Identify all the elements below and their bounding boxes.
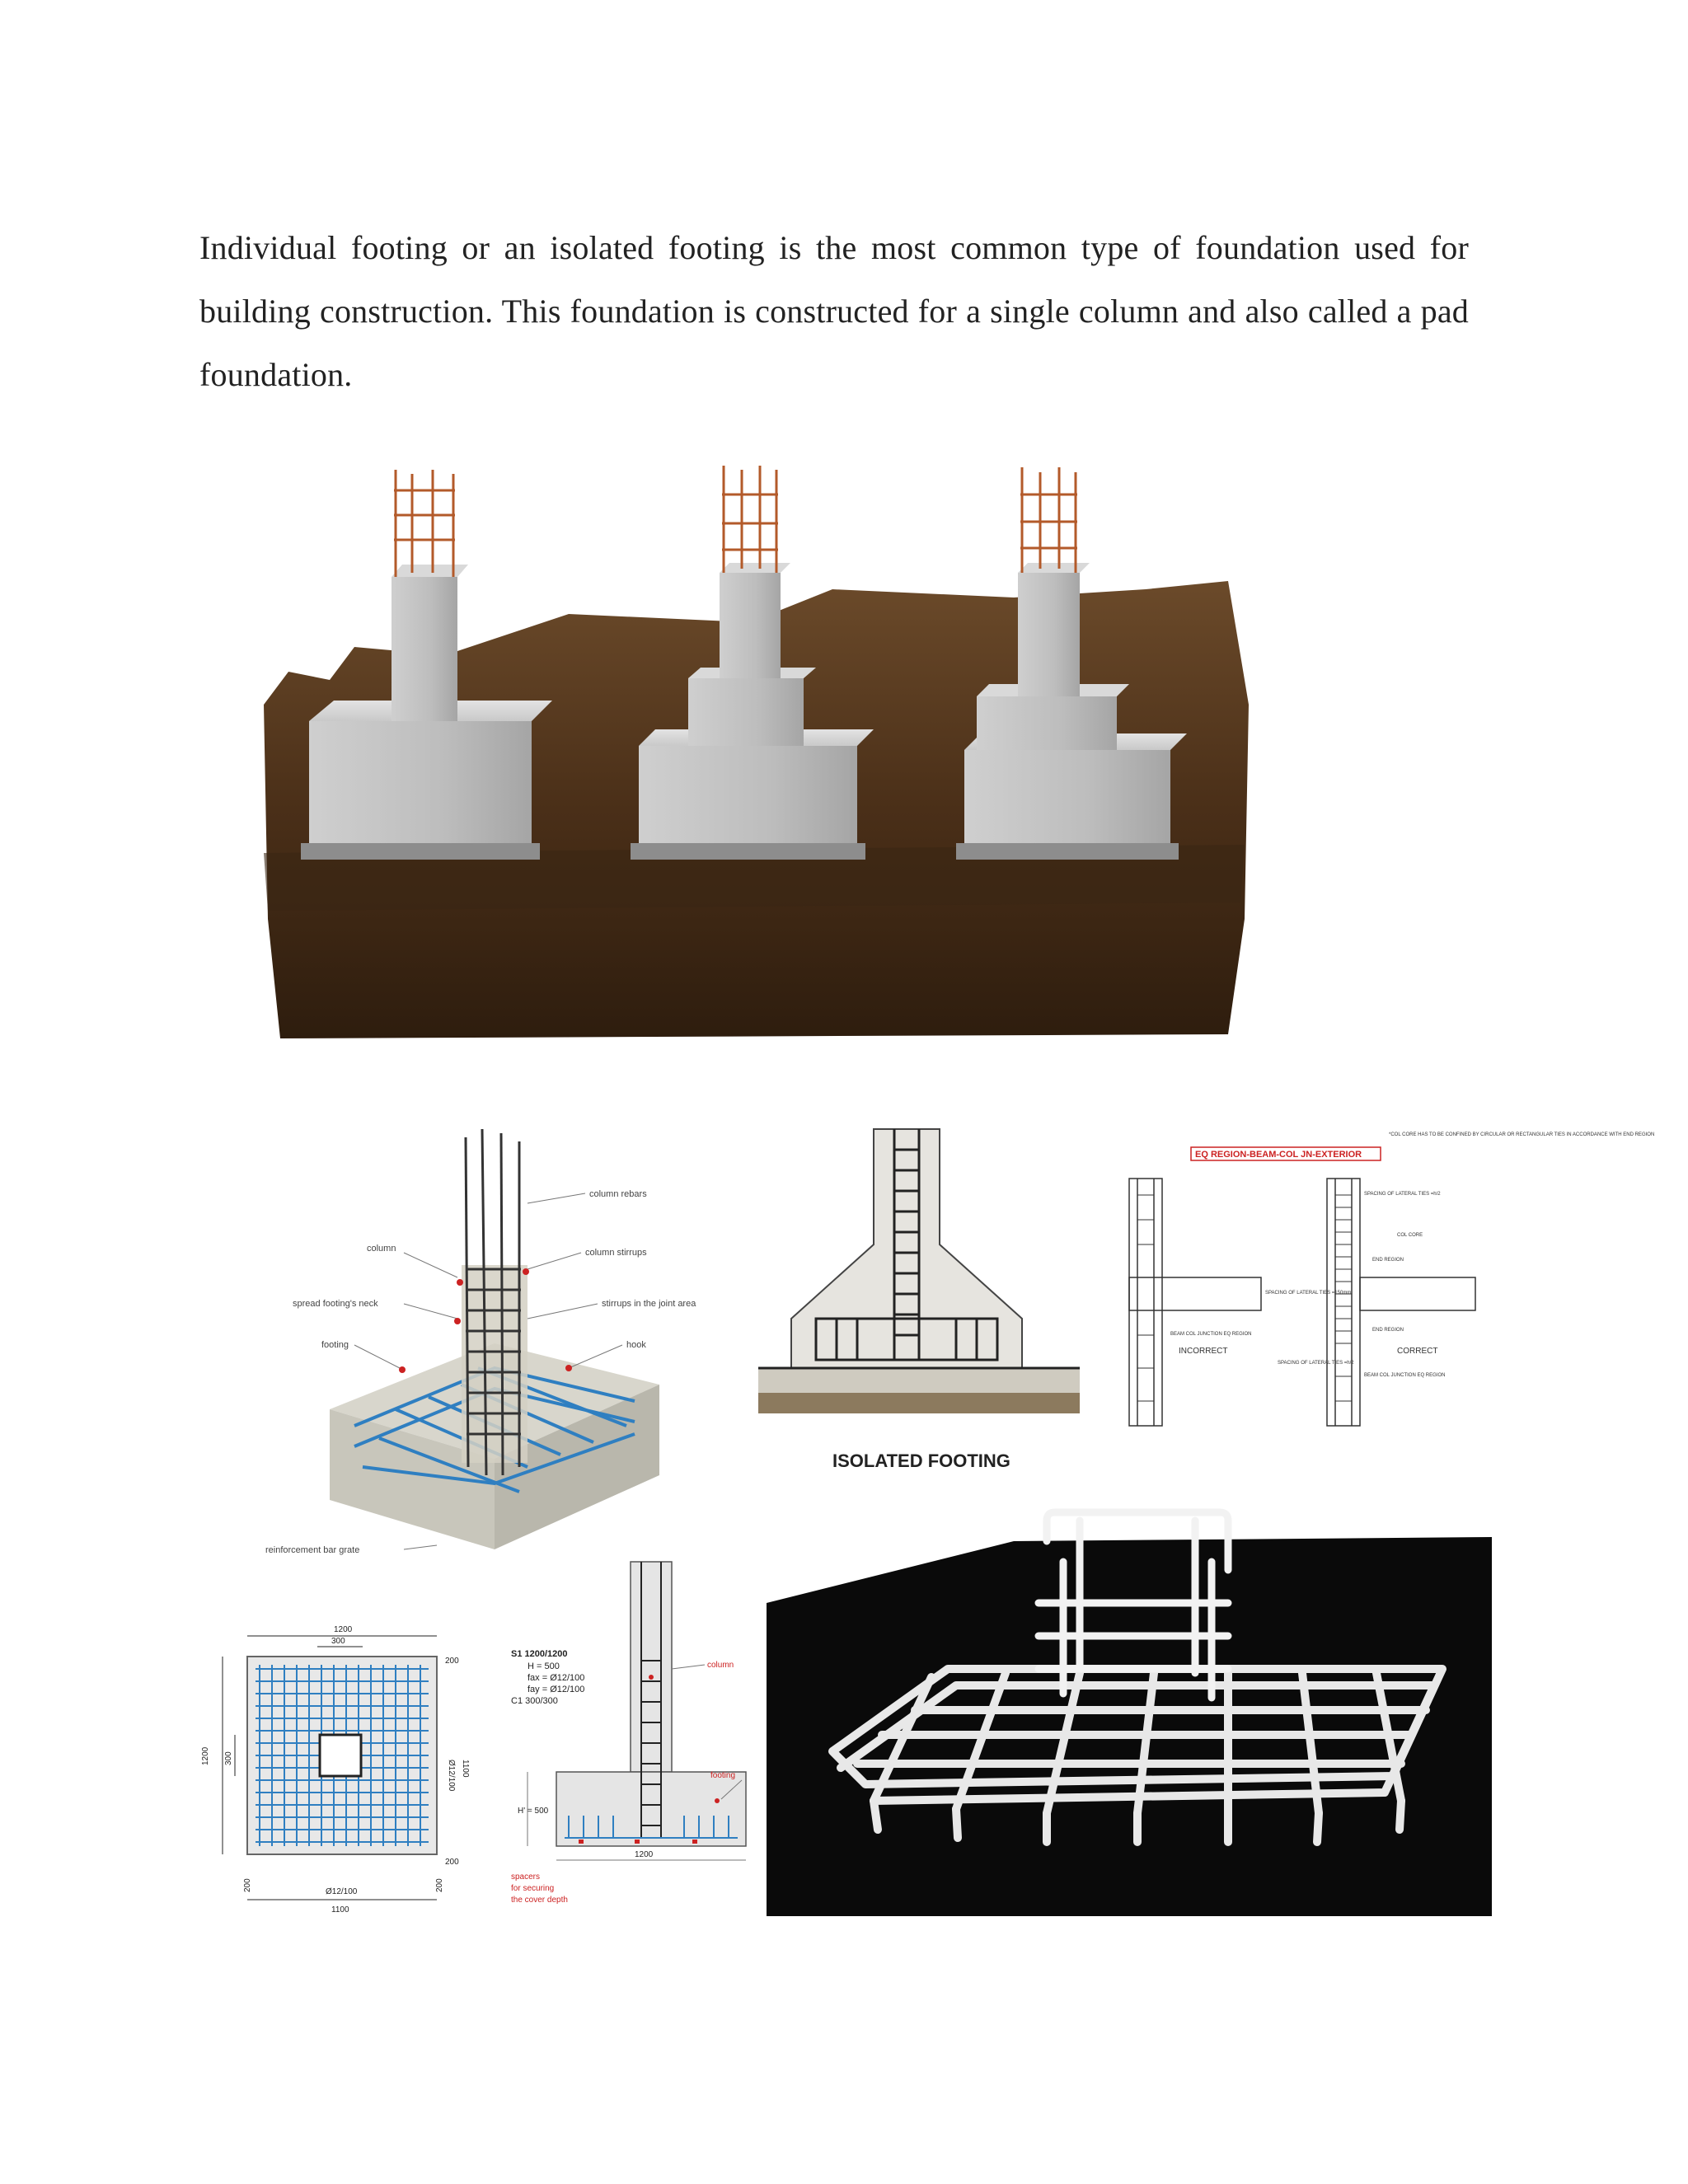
plan-dim-inner: 300 <box>331 1637 345 1646</box>
plan-dim-bottom: 1100 <box>331 1905 349 1915</box>
beam-col-incorrect: INCORRECT <box>1179 1347 1228 1356</box>
isolated-footing-caption: ISOLATED FOOTING <box>832 1451 1010 1471</box>
label-spread-neck: spread footing's neck <box>293 1299 378 1309</box>
beam-col-end-region: END REGION <box>1372 1258 1404 1263</box>
rebar-cage-render <box>767 1504 1492 1916</box>
beam-col-junction-right: BEAM COL JUNCTION EQ REGION <box>1364 1373 1446 1378</box>
beam-col-title: EQ REGION-BEAM-COL JN-EXTERIOR <box>1195 1150 1362 1160</box>
spread-footing-diagram <box>265 1121 742 1582</box>
beam-col-core: COL CORE <box>1397 1233 1423 1238</box>
label-grate: reinforcement bar grate <box>265 1545 360 1555</box>
label-footing: footing <box>321 1340 349 1350</box>
plan-dim-right-side: 1100 <box>461 1760 470 1778</box>
plan-dim-bottom-right: 200 <box>435 1878 444 1892</box>
detail-width: 1200 <box>635 1850 654 1859</box>
beam-col-spacing-note-2: SPACING OF LATERAL TIES =150mm <box>1265 1291 1352 1296</box>
spec-line-1: S1 1200/1200 <box>511 1649 568 1659</box>
isolated-footing-section <box>758 1121 1088 1483</box>
spec-line-3: fax = Ø12/100 <box>528 1673 585 1683</box>
intro-paragraph: Individual footing or an isolated footing is the most common type of foundation used for building construction. This foundation is constructed for a single column and also called a pad foundation. <box>199 229 1469 393</box>
plan-dim-left-inner: 300 <box>224 1751 233 1765</box>
spec-line-5: C1 300/300 <box>511 1696 558 1706</box>
detail-spacers-2: for securing <box>511 1884 555 1893</box>
plan-dim-top: 1200 <box>334 1625 353 1634</box>
plan-bar-bottom: Ø12/100 <box>326 1887 358 1896</box>
label-column-rebars: column rebars <box>589 1189 647 1199</box>
label-stirrups-joint: stirrups in the joint area <box>602 1299 696 1309</box>
plan-dim-right-top: 200 <box>445 1657 459 1666</box>
plan-dim-left: 1200 <box>201 1746 210 1765</box>
plan-dim-bottom-left: 200 <box>243 1878 252 1892</box>
footing-plan-diagram <box>198 1615 478 1920</box>
beam-col-note: *COL CORE HAS TO BE CONFINED BY CIRCULAR OR RECTANGULAR TIES IN ACCORDANCE WITH END REGION <box>1389 1132 1655 1137</box>
detail-h-dim: H' = 500 <box>518 1807 549 1816</box>
detail-footing: footing <box>710 1771 736 1780</box>
footing-section-detail <box>486 1554 767 1916</box>
plan-bar-right: Ø12/100 <box>447 1760 456 1792</box>
detail-column: column <box>707 1661 734 1670</box>
beam-col-junction-left: BEAM COL JUNCTION EQ REGION <box>1170 1332 1252 1337</box>
beam-col-spacing-note-3: SPACING OF LATERAL TIES =h/2 <box>1278 1361 1354 1366</box>
beam-column-junction-diagram <box>1113 1129 1655 1426</box>
label-column: column <box>367 1244 396 1254</box>
beam-col-spacing-note: SPACING OF LATERAL TIES =h/2 <box>1364 1192 1441 1197</box>
label-hook: hook <box>626 1340 646 1350</box>
spec-line-4: fay = Ø12/100 <box>528 1685 585 1694</box>
isolated-footings-render <box>256 457 1253 1043</box>
beam-col-end-region-2: END REGION <box>1372 1328 1404 1333</box>
beam-col-correct: CORRECT <box>1397 1347 1438 1356</box>
plan-dim-right-bottom: 200 <box>445 1858 459 1867</box>
label-column-stirrups: column stirrups <box>585 1248 647 1258</box>
detail-spacers-3: the cover depth <box>511 1896 568 1905</box>
detail-spacers-1: spacers <box>511 1872 541 1882</box>
spec-line-2: H = 500 <box>528 1661 560 1671</box>
